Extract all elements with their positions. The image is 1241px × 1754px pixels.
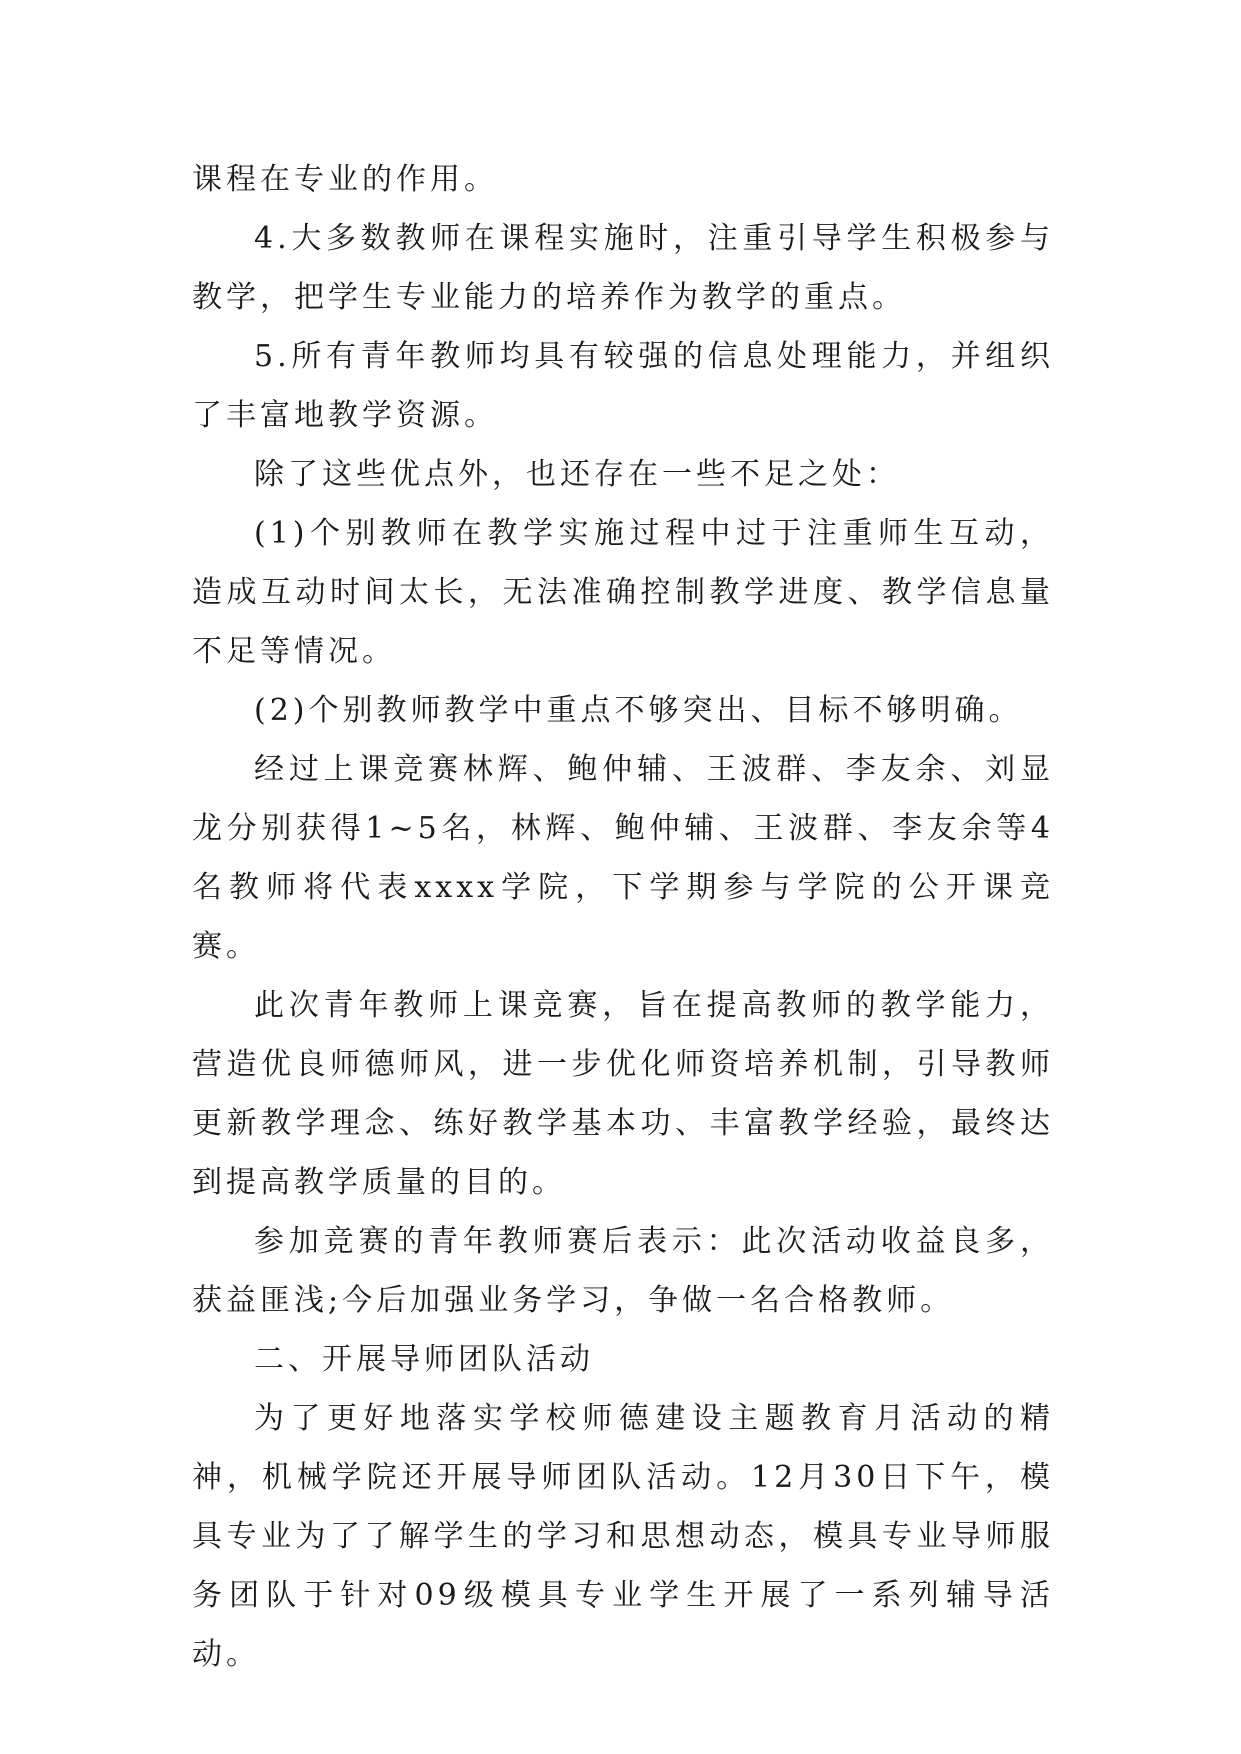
paragraph-9: 参加竞赛的青年教师赛后表示：此次活动收益良多，获益匪浅;今后加强业务学习，争做一名合格教师。	[192, 1224, 1054, 1318]
paragraph-10: 为了更好地落实学校师德建设主题教育月活动的精神，机械学院还开展导师团队活动。12月30日下午，模具专业为了了解学生的学习和思想动态，模具专业导师服务团队于针对09级模具专业学生开展了一系列辅导活动。	[192, 1401, 1054, 1672]
document-body	[192, 150, 1054, 1684]
paragraph-5: (1)个别教师在教学实施过程中过于注重师生互动，造成互动时间太长，无法准确控制教学进度、教学信息量不足等情况。	[192, 516, 1054, 669]
paragraph-7: 经过上课竞赛林辉、鲍仲辅、王波群、李友余、刘显龙分别获得1~5名，林辉、鲍仲辅、王波群、李友余等4名教师将代表xxxx学院，下学期参与学院的公开课竞赛。	[192, 752, 1054, 964]
paragraph-1: 课程在专业的作用。	[192, 162, 498, 197]
paragraph-2: 4.大多数教师在课程实施时，注重引导学生积极参与教学，把学生专业能力的培养作为教学的重点。	[192, 221, 1054, 315]
section-heading: 二、开展导师团队活动	[254, 1342, 594, 1377]
paragraph-8: 此次青年教师上课竞赛，旨在提高教师的教学能力，营造优良师德师风，进一步优化师资培养机制，引导教师更新教学理念、练好教学基本功、丰富教学经验，最终达到提高教学质量的目的。	[192, 988, 1054, 1200]
paragraph-6: (2)个别教师教学中重点不够突出、目标不够明确。	[254, 693, 1023, 728]
paragraph-3: 5.所有青年教师均具有较强的信息处理能力，并组织了丰富地教学资源。	[192, 339, 1054, 433]
paragraph-4: 除了这些优点外，也还存在一些不足之处：	[254, 457, 900, 492]
